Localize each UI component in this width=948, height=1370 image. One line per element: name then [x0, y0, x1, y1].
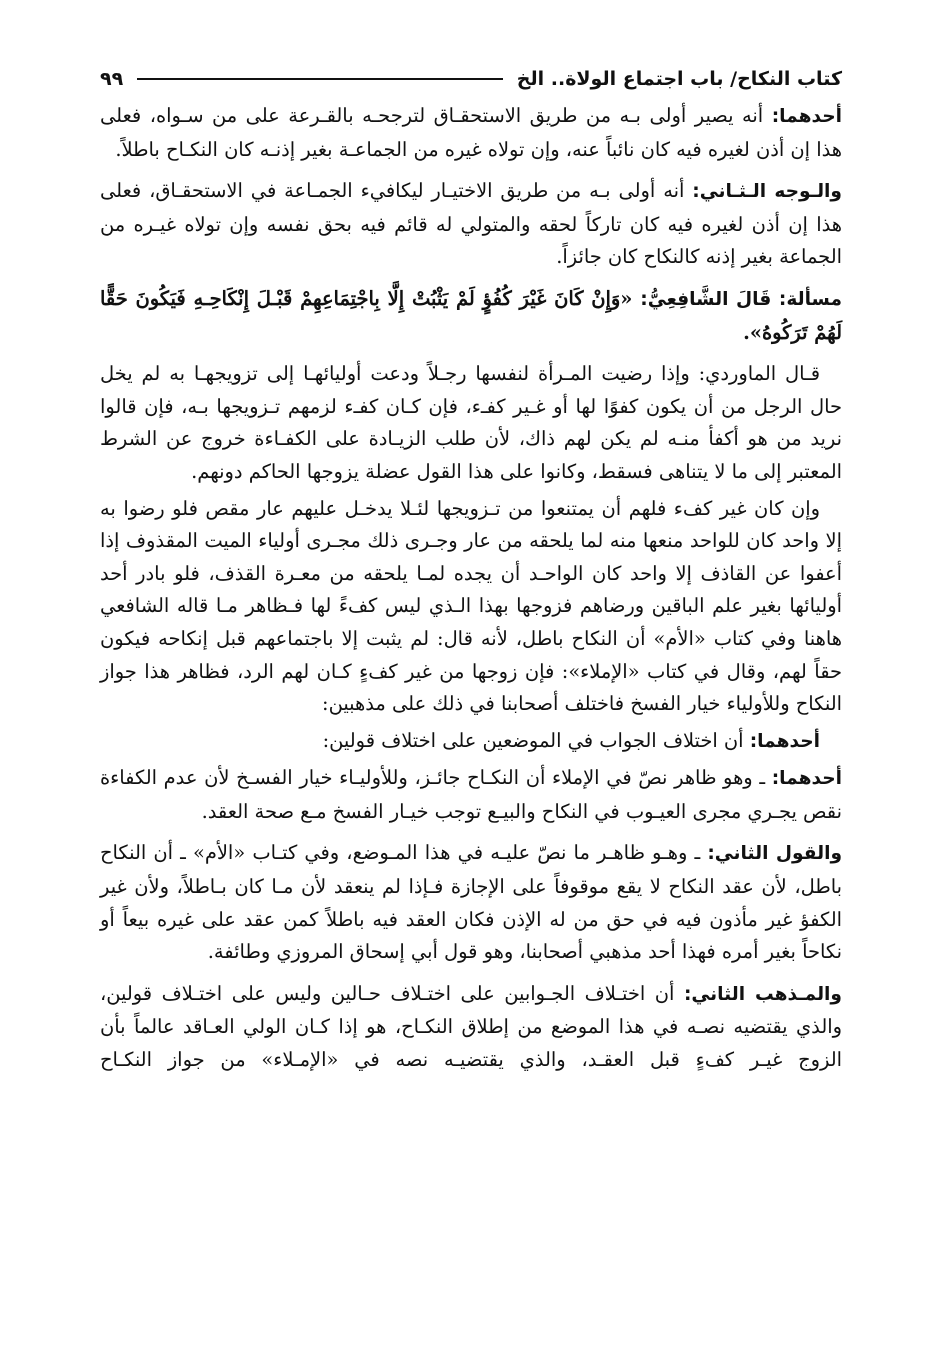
paragraph-first-opinion: [100, 762, 842, 828]
paragraph-lead: أحدهما:: [771, 106, 842, 127]
paragraph-first-madhhab: [100, 725, 842, 759]
page: [100, 62, 842, 1077]
header-rule: [137, 78, 503, 80]
paragraph-text: وإن كان غير كفء فلهم أن يمتنعوا من تـزويجها لئـلا يدخـل عليهم عار مقص فلو رضوا به إلا واحد كان للواحد منعها منه لما يلحقه من عار وجـرى ذلك مجـرى أولياء الميت المقذوف إذا أعفوا عن القاذف إلا واحد كان الواحـد أن يجده لمـا يلحقه من معـرة القذف، فلو بادر أحد أوليائها بغير علم الباقين ورضاهم فزوجها بهذا الـذي ليس كفءً لها فـظاهر مـا قاله الشافعي هاهنا وفي كتاب «الأم» أن النكاح باطل، لأنه قال: لم يثبت إلا باجتماعهم قبل إنكاحه فيكون حقاً لهم، وقال في كتاب «الإملاء»: فإن زوجها من غير كفءٍ كـان لهم الرد، فظاهر هذا جواز النكاح وللأولياء خيار الفسخ فاختلف أصحابنا في ذلك على مذهبين:: [100, 496, 842, 716]
paragraph-second-opinion: [100, 837, 842, 968]
paragraph-lead: أحدهما:: [749, 730, 820, 752]
page-number: ٩٩: [100, 68, 124, 90]
paragraph-mawardi: [100, 358, 842, 488]
paragraph-lead: مسألة: قَالَ الشَّافِعِيُّ:: [640, 288, 842, 310]
paragraph-text: ـ وهـو ظاهـر ما نصّ عليـه في هذا المـوضع، وفي كتـاب «الأم» ـ أن النكاح باطل، لأن عقد النكاح لا يقع موقوفاً على الإجازة فـإذا لم ينعقد لأن مـا كان بـاطلاً، ولأن غير الكفؤ غير مأذون فيه في حق من له الإذن فكان العقد فيه باطلاً كمن عقد على غيره بيعاً أو نكاحاً بغير أمره فهذا أحد مذهبي أصحابنا، وهو قول أبي إسحاق المروزي وطائفة.: [100, 841, 842, 964]
paragraph-lead: والـوجه الـثـاني:: [692, 181, 842, 203]
paragraph-text: قـال الماوردي: وإذا رضيت المـرأة لنفسها رجـلاً ودعت أوليائهـا إلى تزويجهـا به لم يخل حال الرجل من أن يكون كفوًا لها أو غـير كفـء، فإن كـان كفـء لزمهم تـزويجها بـه، فإن قالوا نريد من هو أكفأ منـه لم يكن لهم ذاك، لأن طلب الزيـادة على الكفـاءة خروج عن الشرط المعتبر إلى ما لا يتناهى فسقط، وكانوا على هذا القول عضلة يزوجها الحاكم دونهم.: [100, 362, 842, 483]
paragraph-second-madhhab: [100, 978, 842, 1077]
paragraph-lead: أحدهما:: [771, 768, 842, 790]
running-title: كتاب النكاح/ باب اجتماع الولاة.. الخ: [516, 68, 842, 90]
paragraph-text: أن اختلاف الجواب في الموضعين على اختلاف قولين:: [322, 728, 750, 752]
paragraph-masala: [100, 283, 842, 349]
paragraph-text: أنه أولى بـه من طريق الاختيـار ليكافيء الجمـاعة في الاستحقـاق، فعلى هذا إن أذن لغيره فيه كان تاركاً لحقه والمتولي له قائم فيه بحق نفسه وإن تولاه غيـره من الجماعة بغير إذنه كالنكاح كان جائزاً.: [100, 179, 842, 269]
running-header: [100, 62, 842, 96]
paragraph-text: ـ وهو ظاهر نصّ في الإملاء أن النكـاح جائـز، وللأوليـاء خيار الفسـخ لأن عدم الكفاءة نقص يجـري مجرى العيـوب في النكاح والبيـع توجب خيـار الفسخ مـع صحة العقد.: [100, 766, 842, 823]
paragraph-non-kufu: [100, 493, 842, 721]
paragraph-lead: والقول الثاني:: [707, 843, 843, 865]
quoted-text: «وَإِنْ كَانَ غَيْرَ كُفُؤٍ لَمْ يَثْبُتْ إِلَّا بِاجْتِمَاعِهِمْ قَبْـلَ إِنْكَاحِـهِ فَيَكُونَ حَقًّا لَهُمْ تَرَكُوهُ».: [100, 286, 842, 344]
paragraph-text: أنه يصير أولى بـه من طريق الاستحقـاق لترجحـه بالقـرعة على من سـواه، فعلى هذا إن أذن لغيره فيه كان نائباً عنه، وإن تولاه غيره من الجماعـة بغير إذنـه كان النكـاح باطلاً.: [100, 104, 842, 161]
paragraph-first-view: [100, 100, 842, 166]
paragraph-lead: والمـذهب الثاني:: [683, 983, 842, 1005]
paragraph-second-view: [100, 175, 842, 274]
paragraph-text: أن اختـلاف الجـوابين على اختـلاف حـالين وليس على اختـلاف قولين، والذي يقتضيه نصـه في هذا الموضع من إطلاق النكـاح، هو إذا كـان الولي العـاقد عالماً بأن الزوج غيـر كفءٍ قبل العقـد، والذي يقتضيـه نصه في «الإمـلاء» من جواز النكـاح: [100, 981, 842, 1072]
